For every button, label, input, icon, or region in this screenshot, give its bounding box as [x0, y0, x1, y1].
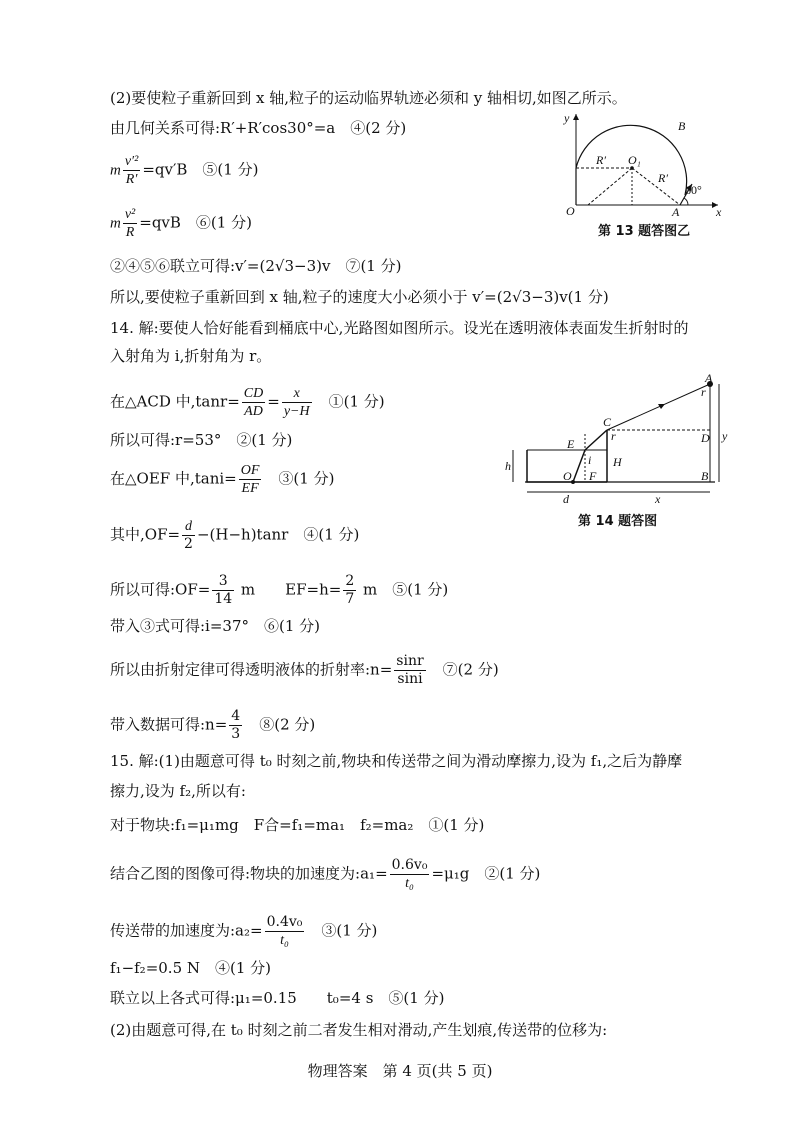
- denominator: AD: [244, 404, 263, 419]
- q15-intro-line1: 15. 解:(1)由题意可得 t₀ 时刻之前,物块和传送带之间为滑动摩擦力,设为 f₁,之后为静摩: [110, 752, 683, 770]
- fraction-2-7: [343, 573, 356, 608]
- label-R-right: R′: [658, 171, 668, 185]
- q14-equation-2: 所以可得:r=53° ②(1 分): [110, 431, 293, 449]
- q13-combined-result: ②④⑤⑥联立可得:v′=(2√3−3)v ⑦(1 分): [110, 257, 402, 275]
- eq-text: ③(1 分): [263, 469, 335, 488]
- eq-text: ⑦(2 分): [427, 660, 499, 679]
- fraction-cd-ad: [242, 385, 265, 420]
- label-angle: 60°: [685, 183, 702, 197]
- numerator: d: [182, 518, 195, 536]
- q14-figure: [505, 372, 735, 512]
- fraction-3-14: [212, 573, 234, 608]
- fraction-a1: [390, 857, 430, 892]
- denominator: t₀: [405, 876, 414, 891]
- eq-text: 在△ACD 中,tanr=: [110, 392, 240, 411]
- q15-equation-2: [110, 857, 540, 892]
- q14-equation-1: [110, 385, 385, 420]
- denominator: R′: [125, 172, 138, 187]
- label-h: h: [505, 459, 511, 473]
- numerator: 0.4v₀: [266, 914, 303, 930]
- ray-in-air-short: [585, 430, 607, 450]
- numerator: CD: [243, 386, 264, 401]
- fraction-a2: [265, 914, 305, 949]
- q14-intro-line2: 入射角为 i,折射角为 r。: [110, 347, 272, 365]
- q14-figure-caption: 第 14 题答图: [578, 514, 658, 529]
- q15-equation-1: 对于物块:f₁=μ₁mg F合=f₁=ma₁ f₂=ma₂ ①(1 分): [110, 816, 485, 834]
- denominator: 7: [345, 591, 355, 607]
- q13-equation-6: [110, 206, 252, 241]
- label-B: B: [701, 469, 709, 483]
- eq-text: m EF=h=: [236, 580, 342, 599]
- label-O1: O₁: [628, 153, 641, 167]
- fraction: [123, 153, 140, 188]
- q13-line1: (2)要使粒子重新回到 x 轴,粒子的运动临界轨迹必须和 y 轴相切,如图乙所示。: [110, 89, 627, 107]
- fraction-sin: [394, 653, 425, 688]
- fraction-x-yH: [282, 385, 312, 420]
- eq-text: m ⑤(1 分): [358, 580, 449, 599]
- eq-text: 在△OEF 中,tani=: [110, 469, 237, 488]
- ray-in-liquid: [573, 450, 585, 482]
- fraction-4-3: [229, 708, 242, 743]
- numerator: OF: [240, 463, 260, 478]
- denominator: EF: [241, 481, 259, 496]
- q14-intro-line1: 14. 解:要使人恰好能看到桶底中心,光路图如图所示。设光在透明液体表面发生折射时的: [110, 319, 689, 337]
- label-A: A: [705, 372, 713, 385]
- fraction-d-2: [182, 518, 195, 553]
- denominator: t₀: [280, 933, 289, 948]
- label-x: x: [716, 205, 722, 218]
- label-E: E: [567, 437, 575, 451]
- numerator: v′²: [124, 154, 139, 169]
- radius-line-2: [632, 168, 680, 205]
- q13-figure: [558, 110, 728, 218]
- q13-equation-5: [110, 153, 258, 188]
- label-D: D: [701, 431, 710, 445]
- eq-text: −(H−h)tanr ④(1 分): [196, 525, 360, 544]
- eq-text: ⑧(2 分): [244, 715, 316, 734]
- eq-text: 其中,OF=: [110, 525, 181, 544]
- eq-text: 传送带的加速度为:a₂=: [110, 921, 263, 940]
- q14-equation-4: [110, 518, 359, 553]
- eq-text: 结合乙图的图像可得:物块的加速度为:a₁=: [110, 864, 388, 883]
- label-r-top: r: [701, 385, 706, 399]
- label-O: O: [566, 204, 575, 218]
- eq-text: ③(1 分): [306, 921, 378, 940]
- numerator: sinr: [396, 653, 424, 669]
- label-y: y: [722, 429, 728, 443]
- eq-text: 所以可得:OF=: [110, 580, 211, 599]
- q14-equation-6: 带入③式可得:i=37° ⑥(1 分): [110, 617, 321, 635]
- q13-geometry-equation: 由几何关系可得:R′+R′cos30°=a ④(2 分): [110, 119, 407, 137]
- q15-intro-line2: 擦力,设为 f₂,所以有:: [110, 782, 246, 800]
- fraction-of-ef: [239, 462, 262, 497]
- q15-equation-5: 联立以上各式可得:μ₁=0.15 t₀=4 s ⑤(1 分): [110, 989, 445, 1007]
- numerator: v²: [124, 207, 136, 222]
- chord-line: [588, 168, 632, 205]
- y-axis-arrow: [573, 114, 579, 120]
- label-F: F: [589, 469, 597, 483]
- label-d: d: [563, 492, 569, 506]
- denominator: R: [125, 225, 135, 240]
- label-H: H: [613, 455, 622, 469]
- page-footer: 物理答案 第 4 页(共 5 页): [307, 1062, 493, 1080]
- q15-equation-3: [110, 914, 377, 949]
- q14-equation-7: [110, 653, 499, 688]
- numerator: 4: [231, 708, 241, 724]
- denominator: y−H: [283, 404, 310, 419]
- denominator: 3: [231, 726, 241, 742]
- angle-mark: [684, 198, 688, 205]
- eq-text: =: [267, 392, 280, 411]
- ray-to-eye: [607, 384, 710, 430]
- numerator: x: [282, 385, 312, 403]
- label-x: x: [655, 492, 661, 506]
- label-r-mid: r: [611, 429, 616, 443]
- denominator: 2: [184, 536, 193, 552]
- denominator: 14: [214, 591, 233, 607]
- fraction: [123, 206, 137, 241]
- q13-conclusion: 所以,要使粒子重新回到 x 轴,粒子的速度大小必须小于 v′=(2√3−3)v(1 分): [110, 288, 609, 306]
- numerator: 0.6v₀: [391, 857, 428, 873]
- label-y: y: [564, 111, 570, 125]
- label-i: i: [588, 453, 592, 467]
- label-R-left: R′: [596, 153, 606, 167]
- label-O: O: [563, 469, 572, 483]
- q14-equation-8: [110, 708, 315, 743]
- label-A: A: [672, 205, 680, 218]
- label-B: B: [678, 119, 686, 133]
- eq-rhs: =qvB ⑥(1 分): [139, 213, 252, 232]
- q14-equation-3: [110, 462, 334, 497]
- q15-equation-4: f₁−f₂=0.5 N ④(1 分): [110, 959, 272, 977]
- eq-text: 带入数据可得:n=: [110, 715, 228, 734]
- q15-part2: (2)由题意可得,在 t₀ 时刻之前二者发生相对滑动,产生划痕,传送带的位移为:: [110, 1021, 608, 1039]
- eq-text: 所以由折射定律可得透明液体的折射率:n=: [110, 660, 393, 679]
- q14-equation-5: [110, 573, 448, 608]
- eq-text: ①(1 分): [313, 392, 385, 411]
- eq-text: =μ₁g ②(1 分): [431, 864, 541, 883]
- eq-lhs: m: [110, 215, 121, 232]
- denominator: sini: [397, 671, 423, 687]
- numerator: 2: [345, 573, 355, 589]
- eq-rhs: =qv′B ⑤(1 分): [142, 160, 259, 179]
- q13-figure-caption: 第 13 题答图乙: [598, 224, 691, 239]
- label-C: C: [603, 415, 612, 429]
- numerator: 3: [212, 573, 234, 591]
- eq-lhs: m: [110, 162, 121, 179]
